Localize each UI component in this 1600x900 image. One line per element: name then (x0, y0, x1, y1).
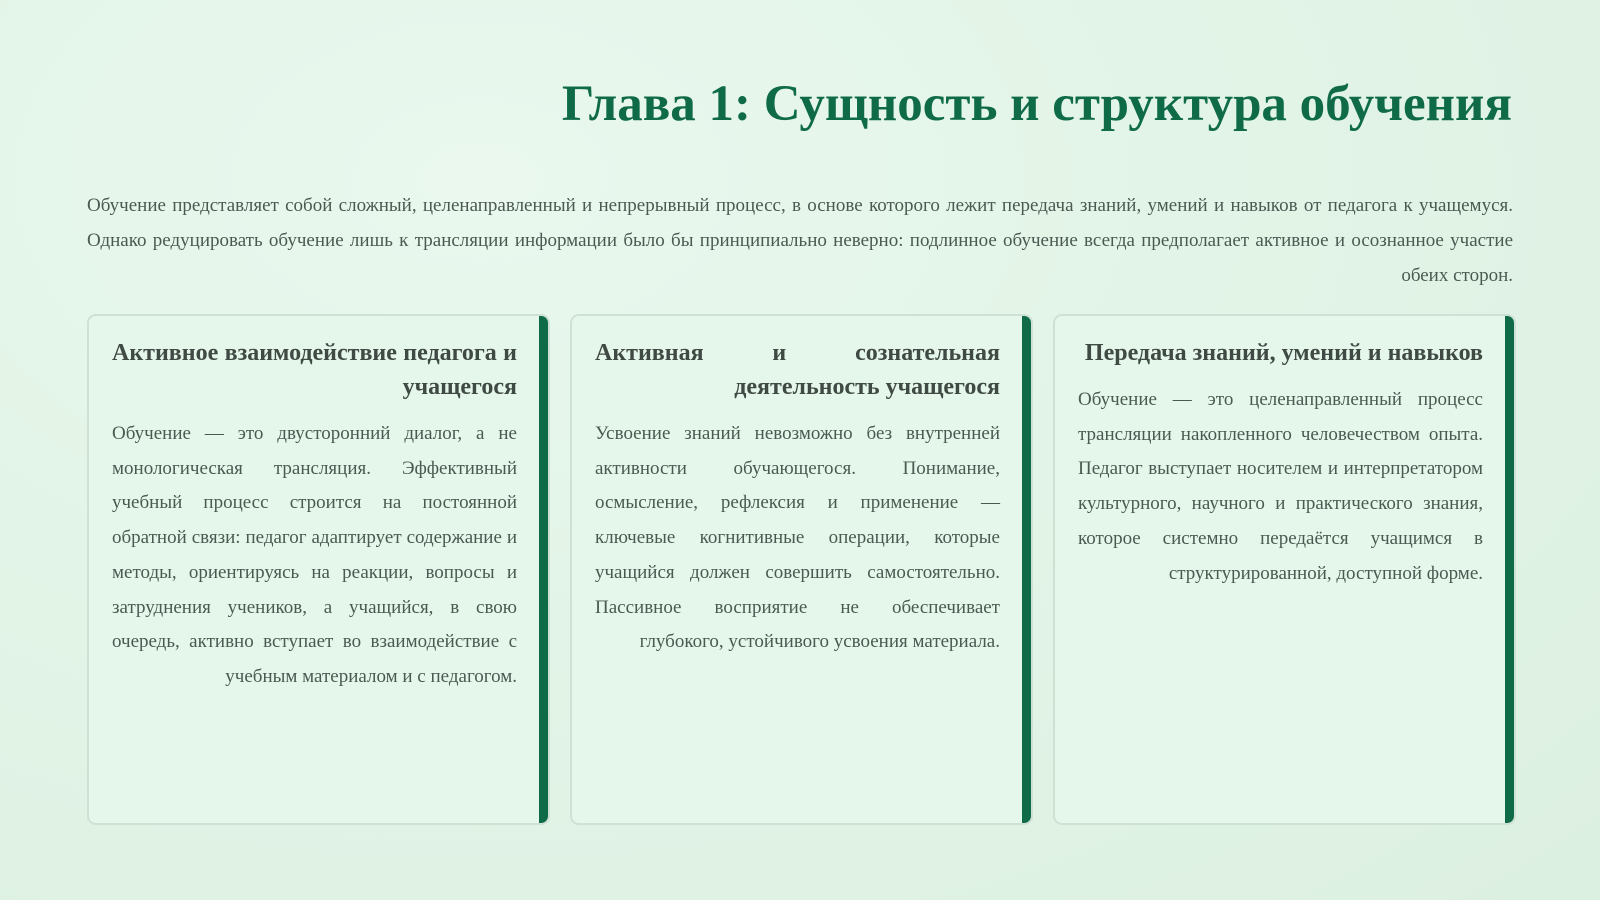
card-title: Передача знаний, умений и навыков (1084, 340, 1483, 366)
card-body (112, 336, 517, 695)
slide-title: Глава 1: Сущность и структура обучения (561, 76, 1512, 132)
card-knowledge-transfer (1053, 314, 1516, 825)
card-text: Усвоение знаний невозможно без внутренней активности обучающегося. Понимание, осмысление, рефлексия и применение — ключевые когнитивные операции, которые учащийся должен совершить самостоятельно. Пассивное восприятие не обеспечивает глубокого, устойчивого усвоения материала. (595, 423, 1000, 653)
card-accent-bar (1022, 316, 1031, 823)
card-text: Обучение — это двусторонний диалог, а не монологическая трансляция. Эффективный учебный процесс строится на постоянной обратной связи: педагог адаптирует содержание и методы, ориентируясь на реакции, вопросы и затруднения учеников, а учащийся, в свою очередь, активно вступает во взаимодействие с учебным материалом и с педагогом. (112, 423, 517, 687)
card-student-activity (570, 314, 1033, 825)
cards-row (87, 314, 1516, 825)
card-body (1078, 336, 1483, 591)
card-body (595, 336, 1000, 660)
card-text: Обучение — это целенаправленный процесс трансляции накопленного человечеством опыта. Педагог выступает носителем и интерпретатором культурного, научного и практического знания, которое системно передаётся учащимся в структурированной, доступной форме. (1078, 389, 1483, 584)
intro-paragraph: Обучение представляет собой сложный, целенаправленный и непрерывный процесс, в основе которого лежит передача знаний, умений и навыков от педагога к учащемуся. Однако редуцировать обучение лишь к трансляции информации было бы принципиально неверно: подлинное обучение всегда предполагает активное и осознанное участие обеих сторон. (87, 195, 1513, 286)
card-interaction (87, 314, 550, 825)
card-accent-bar (1505, 316, 1514, 823)
card-title: Активное взаимодействие педагога и учащегося (112, 340, 517, 400)
card-title: Активная и сознательная деятельность учащегося (595, 340, 1000, 400)
card-accent-bar (539, 316, 548, 823)
